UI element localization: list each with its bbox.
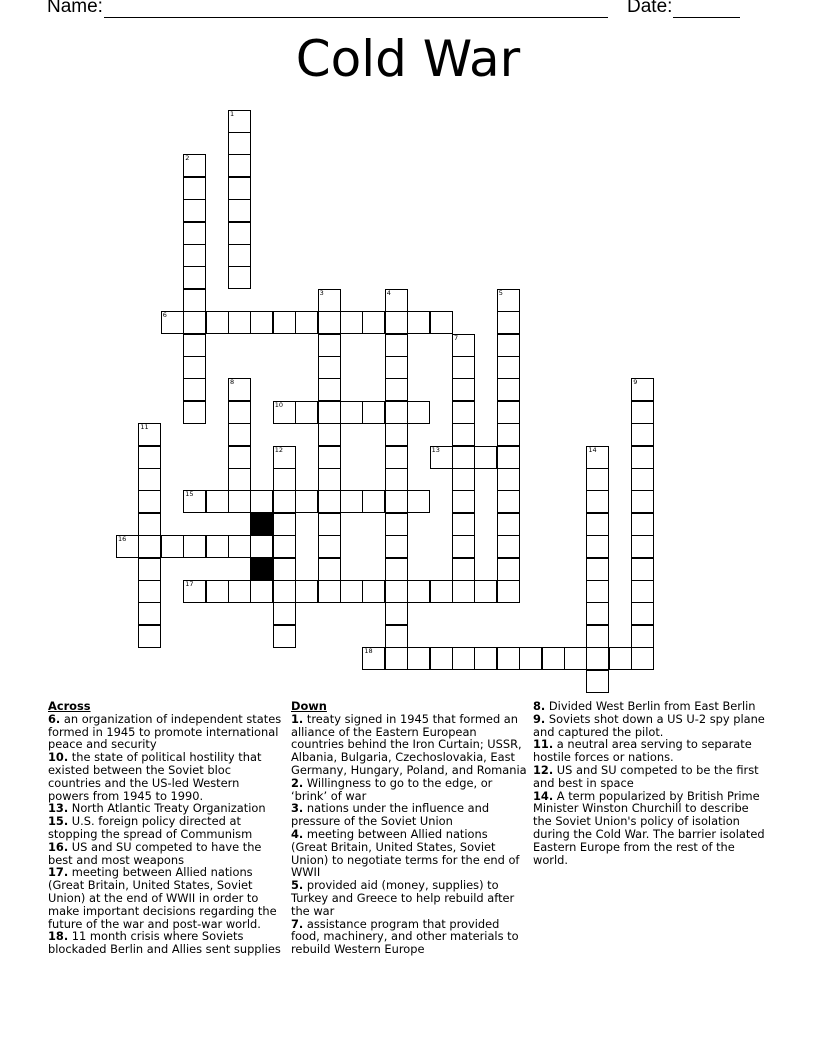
clue-text: treaty signed in 1945 that formed an alliance of the Eastern European countries behind the Iron Curtain; USSR, Albania, Bulgaria, Czechoslovakia, East Germany, Hungary, Poland, and Romania bbox=[291, 711, 527, 777]
cell-number: 17 bbox=[185, 579, 194, 588]
crossword-cell[interactable] bbox=[295, 311, 318, 334]
clue-item bbox=[48, 713, 284, 751]
clue-number: 13. bbox=[48, 801, 69, 816]
clue-text: provided aid (money, supplies) to Turkey and Greece to help rebuild after the war bbox=[291, 878, 515, 918]
crossword-cell[interactable] bbox=[138, 490, 161, 513]
cell-number: 2 bbox=[185, 154, 190, 163]
crossword-cell[interactable] bbox=[183, 490, 206, 513]
clue-number: 8. bbox=[533, 699, 546, 713]
clue-number: 7. bbox=[291, 916, 304, 931]
crossword-cell[interactable] bbox=[452, 513, 475, 536]
crossword-cell[interactable] bbox=[250, 580, 273, 603]
crossword-cell[interactable] bbox=[183, 154, 206, 177]
crossword-cell[interactable] bbox=[631, 513, 654, 536]
crossword-cell[interactable] bbox=[385, 311, 408, 334]
clue-text: US and SU competed to be the first and best in space bbox=[533, 762, 759, 790]
crossword-cell[interactable] bbox=[452, 490, 475, 513]
crossword-cell[interactable] bbox=[519, 647, 542, 670]
clue-text: Soviets shot down a US U-2 spy plane and captured the pilot. bbox=[533, 711, 765, 739]
crossword-cell[interactable] bbox=[631, 647, 654, 670]
crossword-cell[interactable] bbox=[295, 580, 318, 603]
down-clues bbox=[291, 700, 527, 956]
crossword-cell[interactable] bbox=[228, 222, 251, 245]
clue-item bbox=[48, 841, 284, 867]
clue-item bbox=[48, 751, 284, 802]
crossword-cell[interactable] bbox=[228, 535, 251, 558]
clue-text: assistance program that provided food, machinery, and other materials to rebuild Western Europe bbox=[291, 916, 519, 957]
crossword-cell[interactable] bbox=[586, 446, 609, 469]
clue-number: 11. bbox=[533, 737, 554, 752]
crossword-cell[interactable] bbox=[206, 311, 229, 334]
crossword-cell[interactable] bbox=[407, 311, 430, 334]
crossword-cell[interactable] bbox=[228, 177, 251, 200]
crossword-cell[interactable] bbox=[273, 535, 296, 558]
cell-number: 11 bbox=[140, 423, 149, 432]
crossword-cell[interactable] bbox=[586, 468, 609, 491]
crossword-cell[interactable] bbox=[183, 177, 206, 200]
clue-number: 18. bbox=[48, 929, 69, 944]
crossword-cell[interactable] bbox=[497, 580, 520, 603]
blocked-cell bbox=[250, 558, 273, 581]
crossword-cell[interactable] bbox=[452, 558, 475, 581]
crossword-cell[interactable] bbox=[497, 311, 520, 334]
crossword-cell[interactable] bbox=[497, 647, 520, 670]
crossword-cell[interactable] bbox=[340, 311, 363, 334]
clue-item bbox=[291, 777, 527, 803]
cell-number: 8 bbox=[230, 378, 235, 387]
cell-number: 9 bbox=[633, 378, 638, 387]
crossword-cell[interactable] bbox=[631, 558, 654, 581]
clue-text: nations under the influence and pressure of the Soviet Union bbox=[291, 801, 490, 829]
crossword-cell[interactable] bbox=[138, 558, 161, 581]
crossword-cell[interactable] bbox=[273, 490, 296, 513]
clue-item bbox=[291, 918, 527, 956]
crossword-cell[interactable] bbox=[318, 334, 341, 357]
clue-number: 16. bbox=[48, 839, 69, 854]
crossword-cell[interactable] bbox=[474, 580, 497, 603]
crossword-cell[interactable] bbox=[228, 244, 251, 267]
crossword-cell[interactable] bbox=[497, 535, 520, 558]
crossword-cell[interactable] bbox=[586, 513, 609, 536]
crossword-cell[interactable] bbox=[318, 401, 341, 424]
crossword-cell[interactable] bbox=[362, 401, 385, 424]
crossword-cell[interactable] bbox=[631, 490, 654, 513]
crossword-cell[interactable] bbox=[273, 468, 296, 491]
crossword-cell[interactable] bbox=[362, 580, 385, 603]
crossword-cell[interactable] bbox=[228, 490, 251, 513]
clue-number: 12. bbox=[533, 762, 554, 777]
crossword-cell[interactable] bbox=[474, 647, 497, 670]
crossword-cell[interactable] bbox=[564, 647, 587, 670]
crossword-cell[interactable] bbox=[586, 558, 609, 581]
crossword-cell[interactable] bbox=[318, 356, 341, 379]
cell-number: 5 bbox=[498, 288, 503, 297]
cell-number: 18 bbox=[364, 647, 373, 656]
crossword-cell[interactable] bbox=[474, 446, 497, 469]
crossword-cell[interactable] bbox=[138, 535, 161, 558]
crossword-cell[interactable] bbox=[273, 580, 296, 603]
crossword-cell[interactable] bbox=[586, 647, 609, 670]
crossword-cell[interactable] bbox=[318, 289, 341, 312]
page-title: Cold War bbox=[295, 30, 521, 88]
crossword-cell[interactable] bbox=[631, 535, 654, 558]
crossword-cell[interactable] bbox=[318, 446, 341, 469]
crossword-cell[interactable] bbox=[295, 401, 318, 424]
crossword-cell[interactable] bbox=[385, 446, 408, 469]
crossword-cell[interactable] bbox=[318, 580, 341, 603]
crossword-cell[interactable] bbox=[318, 513, 341, 536]
clue-item bbox=[533, 790, 769, 867]
crossword-cell[interactable] bbox=[228, 401, 251, 424]
clue-text: Divided West Berlin from East Berlin bbox=[545, 699, 756, 713]
crossword-cell[interactable] bbox=[161, 535, 184, 558]
crossword-cell[interactable] bbox=[407, 647, 430, 670]
cell-number: 6 bbox=[162, 311, 167, 320]
crossword-cell[interactable] bbox=[407, 401, 430, 424]
crossword-cell[interactable] bbox=[228, 423, 251, 446]
clue-number: 10. bbox=[48, 750, 69, 765]
clue-text: US and SU competed to have the best and most weapons bbox=[48, 839, 262, 867]
crossword-cell[interactable] bbox=[228, 468, 251, 491]
crossword-cell[interactable] bbox=[497, 356, 520, 379]
crossword-cell[interactable] bbox=[228, 154, 251, 177]
crossword-cell[interactable] bbox=[586, 625, 609, 648]
crossword-cell[interactable] bbox=[385, 289, 408, 312]
crossword-cell[interactable] bbox=[452, 468, 475, 491]
clue-text: North Atlantic Treaty Organization bbox=[68, 801, 266, 816]
cell-number: 3 bbox=[319, 288, 324, 297]
crossword-cell[interactable] bbox=[586, 580, 609, 603]
crossword-cell[interactable] bbox=[497, 334, 520, 357]
clue-item bbox=[48, 815, 284, 841]
crossword-cell[interactable] bbox=[228, 110, 251, 133]
crossword-cell[interactable] bbox=[206, 535, 229, 558]
across-heading: Across bbox=[48, 699, 91, 713]
clue-text: meeting between Allied nations (Great Britain, United States, Soviet Union) at the end of WWII in order to make important decisions regarding the future of the war and post-war world. bbox=[48, 865, 277, 931]
name-label: Name: bbox=[47, 0, 103, 17]
crossword-cell[interactable] bbox=[183, 580, 206, 603]
clue-item bbox=[533, 764, 769, 790]
crossword-cell[interactable] bbox=[631, 446, 654, 469]
cell-number: 14 bbox=[588, 445, 597, 454]
crossword-cell[interactable] bbox=[385, 558, 408, 581]
crossword-cell[interactable] bbox=[385, 468, 408, 491]
cell-number: 1 bbox=[230, 109, 235, 118]
clue-item bbox=[291, 713, 527, 777]
crossword-cell[interactable] bbox=[586, 670, 609, 693]
crossword-cell[interactable] bbox=[452, 580, 475, 603]
clue-number: 14. bbox=[533, 788, 554, 803]
clue-item bbox=[533, 738, 769, 764]
clue-item bbox=[533, 713, 769, 739]
crossword-cell[interactable] bbox=[228, 580, 251, 603]
clue-item bbox=[48, 866, 284, 930]
crossword-cell[interactable] bbox=[631, 423, 654, 446]
clue-number: 4. bbox=[291, 826, 304, 841]
crossword-cell[interactable] bbox=[183, 356, 206, 379]
crossword-cell[interactable] bbox=[318, 423, 341, 446]
crossword-cell[interactable] bbox=[183, 222, 206, 245]
crossword-cell[interactable] bbox=[318, 535, 341, 558]
crossword-cell[interactable] bbox=[631, 580, 654, 603]
crossword-cell[interactable] bbox=[631, 378, 654, 401]
crossword-cell[interactable] bbox=[385, 423, 408, 446]
crossword-cell[interactable] bbox=[228, 199, 251, 222]
clue-text: a neutral area serving to separate hostile forces or nations. bbox=[533, 737, 752, 765]
crossword-cell[interactable] bbox=[273, 311, 296, 334]
crossword-cell[interactable] bbox=[362, 647, 385, 670]
crossword-cell[interactable] bbox=[452, 401, 475, 424]
crossword-cell[interactable] bbox=[586, 535, 609, 558]
down-heading: Down bbox=[291, 699, 327, 713]
crossword-cell[interactable] bbox=[250, 311, 273, 334]
clue-item bbox=[48, 930, 284, 956]
crossword-cell[interactable] bbox=[497, 378, 520, 401]
cell-number: 7 bbox=[454, 333, 459, 342]
cell-number: 4 bbox=[386, 288, 391, 297]
crossword-cell[interactable] bbox=[452, 334, 475, 357]
cell-number: 10 bbox=[274, 400, 284, 409]
crossword-cell[interactable] bbox=[497, 468, 520, 491]
crossword-cell[interactable] bbox=[318, 558, 341, 581]
crossword-cell[interactable] bbox=[497, 558, 520, 581]
crossword-cell[interactable] bbox=[228, 378, 251, 401]
crossword-cell[interactable] bbox=[497, 401, 520, 424]
clue-item bbox=[291, 879, 527, 917]
crossword-cell[interactable] bbox=[183, 401, 206, 424]
crossword-cell[interactable] bbox=[586, 490, 609, 513]
crossword-cell[interactable] bbox=[273, 401, 296, 424]
cell-number: 13 bbox=[431, 445, 440, 454]
clue-number: 3. bbox=[291, 801, 304, 816]
crossword-cell[interactable] bbox=[340, 401, 363, 424]
clue-text: the state of political hostility that existed between the Soviet bloc countries and the US-led Western powers from 1945 to 1990. bbox=[48, 750, 262, 803]
crossword-cell[interactable] bbox=[452, 356, 475, 379]
crossword-cell[interactable] bbox=[385, 334, 408, 357]
crossword-cell[interactable] bbox=[138, 580, 161, 603]
crossword-cell[interactable] bbox=[273, 625, 296, 648]
crossword-cell[interactable] bbox=[385, 647, 408, 670]
crossword-cell[interactable] bbox=[206, 490, 229, 513]
cell-number: 16 bbox=[118, 535, 127, 544]
clue-text: Willingness to go to the edge, or ‘brink’ of war bbox=[291, 775, 493, 803]
date-label: Date: bbox=[627, 0, 673, 17]
crossword-cell[interactable] bbox=[430, 446, 453, 469]
crossword-cell[interactable] bbox=[250, 535, 273, 558]
clue-text: U.S. foreign policy directed at stopping the spread of Communism bbox=[48, 814, 253, 841]
crossword-cell[interactable] bbox=[228, 132, 251, 155]
crossword-cell[interactable] bbox=[385, 378, 408, 401]
clue-number: 6. bbox=[48, 711, 61, 726]
crossword-cell[interactable] bbox=[430, 647, 453, 670]
clue-number: 15. bbox=[48, 814, 69, 829]
crossword-cell[interactable] bbox=[385, 580, 408, 603]
crossword-cell[interactable] bbox=[138, 423, 161, 446]
clue-number: 9. bbox=[533, 711, 546, 726]
crossword-cell[interactable] bbox=[362, 490, 385, 513]
crossword-cell[interactable] bbox=[183, 311, 206, 334]
crossword-cell[interactable] bbox=[183, 334, 206, 357]
crossword-cell[interactable] bbox=[385, 401, 408, 424]
crossword-cell[interactable] bbox=[362, 311, 385, 334]
clue-number: 17. bbox=[48, 865, 69, 880]
crossword-cell[interactable] bbox=[340, 490, 363, 513]
crossword-cell[interactable] bbox=[407, 580, 430, 603]
crossword-cell[interactable] bbox=[452, 535, 475, 558]
crossword-cell[interactable] bbox=[385, 356, 408, 379]
clue-text: meeting between Allied nations (Great Britain, United States, Soviet Union) to negotiate terms for the end of WWII bbox=[291, 826, 520, 880]
clue-number: 2. bbox=[291, 775, 304, 790]
crossword-cell[interactable] bbox=[228, 446, 251, 469]
crossword-cell[interactable] bbox=[631, 602, 654, 625]
crossword-cell[interactable] bbox=[385, 625, 408, 648]
crossword-cell[interactable] bbox=[452, 647, 475, 670]
crossword-cell[interactable] bbox=[385, 513, 408, 536]
crossword-cell[interactable] bbox=[273, 446, 296, 469]
across-clues bbox=[48, 700, 284, 956]
crossword-cell[interactable] bbox=[318, 311, 341, 334]
cell-number: 15 bbox=[185, 490, 194, 499]
crossword-cell[interactable] bbox=[340, 580, 363, 603]
crossword-cell[interactable] bbox=[609, 647, 632, 670]
crossword-cell[interactable] bbox=[542, 647, 565, 670]
crossword-cell[interactable] bbox=[385, 535, 408, 558]
crossword-cell[interactable] bbox=[586, 602, 609, 625]
crossword-cell[interactable] bbox=[228, 311, 251, 334]
crossword-cell[interactable] bbox=[452, 446, 475, 469]
crossword-cell[interactable] bbox=[183, 266, 206, 289]
crossword-cell[interactable] bbox=[183, 378, 206, 401]
crossword-cell[interactable] bbox=[318, 468, 341, 491]
crossword-cell[interactable] bbox=[452, 378, 475, 401]
crossword-cell[interactable] bbox=[138, 625, 161, 648]
crossword-cell[interactable] bbox=[183, 535, 206, 558]
crossword-cell[interactable] bbox=[631, 401, 654, 424]
clue-item bbox=[291, 828, 527, 879]
down-clues-continued bbox=[533, 700, 769, 866]
cell-number: 12 bbox=[274, 445, 284, 454]
crossword-cell[interactable] bbox=[497, 513, 520, 536]
crossword-cell[interactable] bbox=[138, 468, 161, 491]
crossword-cell[interactable] bbox=[250, 490, 273, 513]
clue-text: 11 month crisis where Soviets blockaded Berlin and Allies sent supplies bbox=[48, 929, 281, 957]
crossword-cell[interactable] bbox=[318, 378, 341, 401]
crossword-cell[interactable] bbox=[430, 580, 453, 603]
crossword-cell[interactable] bbox=[407, 490, 430, 513]
crossword-cell[interactable] bbox=[497, 446, 520, 469]
crossword-cell[interactable] bbox=[452, 423, 475, 446]
blocked-cell bbox=[250, 513, 273, 536]
crossword-cell[interactable] bbox=[273, 513, 296, 536]
clue-number: 1. bbox=[291, 711, 304, 726]
clue-item bbox=[291, 802, 527, 828]
crossword-cell[interactable] bbox=[183, 289, 206, 312]
crossword-cell[interactable] bbox=[318, 490, 341, 513]
crossword-cell[interactable] bbox=[228, 266, 251, 289]
crossword-cell[interactable] bbox=[273, 602, 296, 625]
crossword-cell[interactable] bbox=[161, 311, 184, 334]
crossword-cell[interactable] bbox=[138, 513, 161, 536]
crossword-cell[interactable] bbox=[295, 490, 318, 513]
crossword-cell[interactable] bbox=[631, 625, 654, 648]
clue-text: A term popularized by British Prime Minister Winston Churchill to describe the Soviet Union's policy of isolation during the Cold War. The barrier isolated Eastern Europe from the rest of the world. bbox=[533, 788, 765, 867]
crossword-cell[interactable] bbox=[430, 311, 453, 334]
crossword-cell[interactable] bbox=[497, 423, 520, 446]
crossword-cell[interactable] bbox=[273, 558, 296, 581]
crossword-cell[interactable] bbox=[183, 244, 206, 267]
clue-text: an organization of independent states formed in 1945 to promote international peace and security bbox=[48, 711, 282, 752]
clue-number: 5. bbox=[291, 878, 304, 893]
crossword-cell[interactable] bbox=[631, 468, 654, 491]
crossword-cell[interactable] bbox=[138, 602, 161, 625]
crossword-cell[interactable] bbox=[206, 580, 229, 603]
crossword-cell[interactable] bbox=[385, 602, 408, 625]
crossword-cell[interactable] bbox=[385, 490, 408, 513]
crossword-cell[interactable] bbox=[116, 535, 139, 558]
crossword-cell[interactable] bbox=[497, 490, 520, 513]
crossword-cell[interactable] bbox=[183, 199, 206, 222]
crossword-cell[interactable] bbox=[497, 289, 520, 312]
crossword-cell[interactable] bbox=[138, 446, 161, 469]
